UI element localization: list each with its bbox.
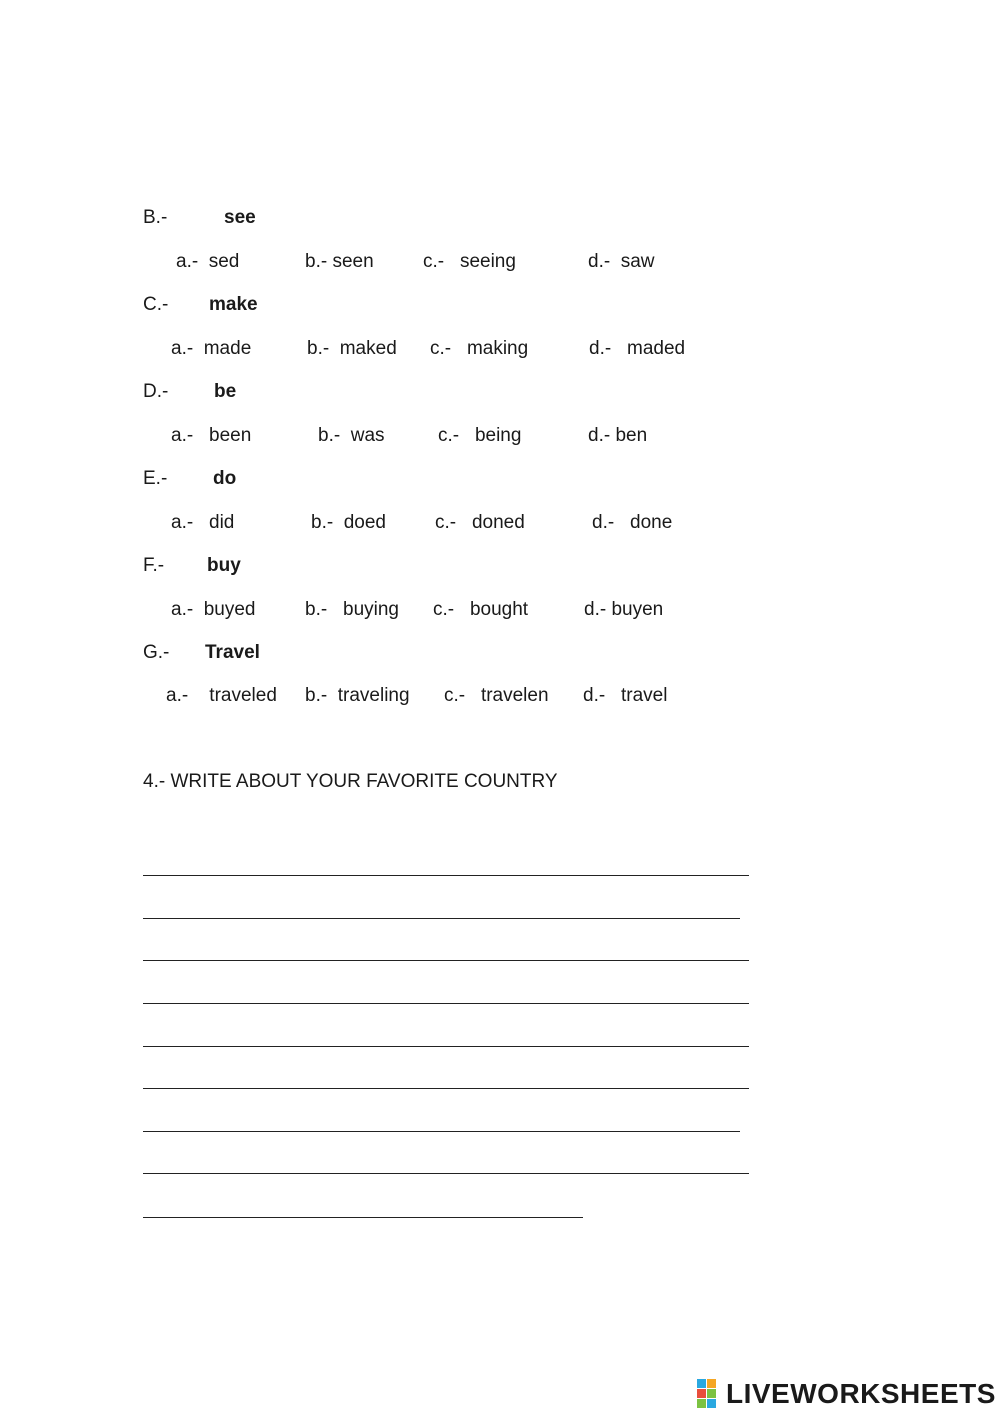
option-e-c[interactable]: c.- doned <box>435 512 525 533</box>
option-c-a[interactable]: a.- made <box>171 338 252 359</box>
option-d-a[interactable]: a.- been <box>171 425 252 446</box>
option-c-b[interactable]: b.- maked <box>307 338 397 359</box>
option-c-c[interactable]: c.- making <box>430 338 529 359</box>
option-e-a[interactable]: a.- did <box>171 512 235 533</box>
item-label-d: D.- <box>143 381 169 402</box>
option-f-b[interactable]: b.- buying <box>305 599 399 620</box>
item-label-c: C.- <box>143 294 169 315</box>
item-label-g: G.- <box>143 642 170 663</box>
option-d-c[interactable]: c.- being <box>438 425 522 446</box>
item-label-b: B.- <box>143 207 168 228</box>
item-word-b: see <box>224 207 256 228</box>
writing-line[interactable] <box>143 1217 583 1218</box>
item-label-e: E.- <box>143 468 168 489</box>
item-word-c: make <box>209 294 258 315</box>
writing-line[interactable] <box>143 1003 749 1004</box>
item-word-d: be <box>214 381 237 402</box>
option-b-a[interactable]: a.- sed <box>176 251 240 272</box>
writing-line[interactable] <box>143 1131 740 1132</box>
writing-line[interactable] <box>143 1046 749 1047</box>
option-g-b[interactable]: b.- traveling <box>305 685 410 706</box>
option-g-d[interactable]: d.- travel <box>583 685 668 706</box>
option-e-d[interactable]: d.- done <box>592 512 673 533</box>
writing-line[interactable] <box>143 918 740 919</box>
option-f-a[interactable]: a.- buyed <box>171 599 256 620</box>
option-c-d[interactable]: d.- maded <box>589 338 686 359</box>
writing-line[interactable] <box>143 875 749 876</box>
option-e-b[interactable]: b.- doed <box>311 512 386 533</box>
section-4-title: 4.- WRITE ABOUT YOUR FAVORITE COUNTRY <box>143 771 558 792</box>
option-d-d[interactable]: d.- ben <box>588 425 648 446</box>
item-word-g: Travel <box>205 642 260 663</box>
option-b-d[interactable]: d.- saw <box>588 251 655 272</box>
option-b-c[interactable]: c.- seeing <box>423 251 516 272</box>
option-b-b[interactable]: b.- seen <box>305 251 374 272</box>
item-label-f: F.- <box>143 555 165 576</box>
writing-line[interactable] <box>143 1173 749 1174</box>
liveworksheets-brand-text: LIVEWORKSHEETS <box>726 1378 996 1409</box>
writing-line[interactable] <box>143 960 749 961</box>
option-f-c[interactable]: c.- bought <box>433 599 529 620</box>
option-f-d[interactable]: d.- buyen <box>584 599 664 620</box>
liveworksheets-logo[interactable] <box>697 1376 996 1412</box>
liveworksheets-logo-icon <box>697 1379 723 1409</box>
option-g-a[interactable]: a.- traveled <box>166 685 277 706</box>
item-word-f: buy <box>207 555 241 576</box>
writing-line[interactable] <box>143 1088 749 1089</box>
item-word-e: do <box>213 468 237 489</box>
option-d-b[interactable]: b.- was <box>318 425 385 446</box>
option-g-c[interactable]: c.- travelen <box>444 685 549 706</box>
